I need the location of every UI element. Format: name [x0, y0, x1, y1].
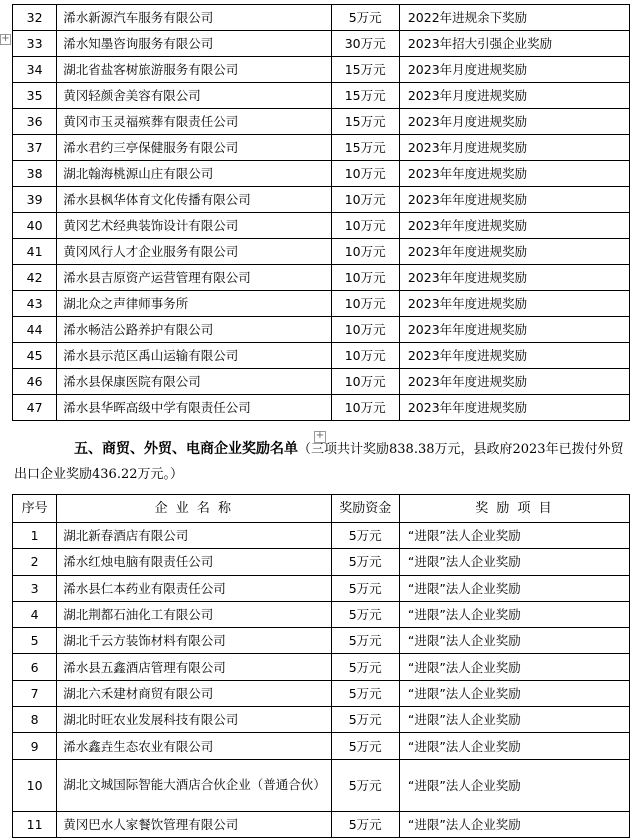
- table-row: [13, 759, 630, 811]
- header-no: 序号: [13, 495, 57, 523]
- award-table-continued: [12, 4, 630, 421]
- cell-company-name: 湖北六禾建材商贸有限公司: [57, 680, 331, 706]
- cell-company-name: 浠水畅洁公路养护有限公司: [57, 317, 331, 343]
- cell-company-name: 浠水县示范区禹山运输有限公司: [57, 343, 331, 369]
- cell-amount: 30万元: [331, 31, 399, 57]
- table-row: [13, 654, 630, 680]
- cell-amount: 10万元: [331, 343, 399, 369]
- cell-award-item: “进限”法人企业奖励: [399, 733, 629, 759]
- cell-amount: 5万元: [331, 733, 399, 759]
- cell-award-item: “进限”法人企业奖励: [399, 575, 629, 601]
- cell-no: 10: [13, 759, 57, 811]
- cell-no: 4: [13, 601, 57, 627]
- cell-award-item: “进限”法人企业奖励: [399, 628, 629, 654]
- section-note: （三项共计奖励838.38万元，县政府2023年已拨付外贸出口企业奖励436.22万元。）: [14, 442, 624, 482]
- table-row: [13, 343, 630, 369]
- table-row: [13, 575, 630, 601]
- header-amount: 奖励资金: [331, 495, 399, 523]
- cell-company-name: 湖北众之声律师事务所: [57, 291, 331, 317]
- table-row: [13, 811, 630, 837]
- table-row: [13, 369, 630, 395]
- table-row: [13, 187, 630, 213]
- cell-no: 47: [13, 395, 57, 421]
- cell-amount: 15万元: [331, 57, 399, 83]
- cell-no: 44: [13, 317, 57, 343]
- cell-award-item: “进限”法人企业奖励: [399, 549, 629, 575]
- cell-no: 38: [13, 161, 57, 187]
- cell-company-name: 湖北翰海桃源山庄有限公司: [57, 161, 331, 187]
- cell-no: 41: [13, 239, 57, 265]
- table-row: [13, 161, 630, 187]
- cell-amount: 10万元: [331, 161, 399, 187]
- table-row: [13, 395, 630, 421]
- add-row-plus-icon[interactable]: +: [315, 430, 325, 441]
- cell-company-name: 黄冈风行人才企业服务有限公司: [57, 239, 331, 265]
- table-row: [13, 213, 630, 239]
- cell-award-item: “进限”法人企业奖励: [399, 759, 629, 811]
- cell-amount: 5万元: [331, 601, 399, 627]
- cell-company-name: 浠水县仁本药业有限责任公司: [57, 575, 331, 601]
- cell-amount: 5万元: [331, 523, 399, 549]
- cell-award-item: 2023年月度进规奖励: [399, 83, 629, 109]
- table-row: [13, 523, 630, 549]
- cell-award-item: “进限”法人企业奖励: [399, 523, 629, 549]
- cell-company-name: 浠水君约三亭保健服务有限公司: [57, 135, 331, 161]
- cell-amount: 5万元: [331, 5, 399, 31]
- cell-no: 7: [13, 680, 57, 706]
- cell-no: 3: [13, 575, 57, 601]
- cell-no: 34: [13, 57, 57, 83]
- table-row: [13, 5, 630, 31]
- cell-amount: 5万元: [331, 549, 399, 575]
- cell-amount: 5万元: [331, 707, 399, 733]
- cell-company-name: 湖北新春酒店有限公司: [57, 523, 331, 549]
- cell-award-item: “进限”法人企业奖励: [399, 680, 629, 706]
- cell-no: 2: [13, 549, 57, 575]
- cell-no: 6: [13, 654, 57, 680]
- cell-amount: 10万元: [331, 291, 399, 317]
- table-row: [13, 239, 630, 265]
- cell-award-item: 2023年月度进规奖励: [399, 109, 629, 135]
- cell-amount: 5万元: [331, 680, 399, 706]
- header-name: 企 业 名 称: [57, 495, 331, 523]
- table-row: [13, 317, 630, 343]
- cell-award-item: 2023年年度进规奖励: [399, 239, 629, 265]
- cell-award-item: 2023年年度进规奖励: [399, 161, 629, 187]
- cell-no: 35: [13, 83, 57, 109]
- cell-award-item: 2023年年度进规奖励: [399, 369, 629, 395]
- cell-award-item: “进限”法人企业奖励: [399, 654, 629, 680]
- section-heading: [14, 437, 626, 487]
- cell-company-name: 浠水新源汽车服务有限公司: [57, 5, 331, 31]
- cell-company-name: 浠水知墨咨询服务有限公司: [57, 31, 331, 57]
- cell-amount: 5万元: [331, 759, 399, 811]
- cell-amount: 10万元: [331, 369, 399, 395]
- cell-no: 39: [13, 187, 57, 213]
- cell-company-name: 浠水县华晖高级中学有限责任公司: [57, 395, 331, 421]
- table-row: [13, 109, 630, 135]
- cell-amount: 5万元: [331, 575, 399, 601]
- cell-amount: 10万元: [331, 317, 399, 343]
- cell-company-name: 黄冈市玉灵福殡葬有限责任公司: [57, 109, 331, 135]
- cell-company-name: 黄冈轻颜舍美容有限公司: [57, 83, 331, 109]
- cell-company-name: 湖北荆都石油化工有限公司: [57, 601, 331, 627]
- cell-amount: 10万元: [331, 187, 399, 213]
- table-row: [13, 628, 630, 654]
- cell-award-item: 2023年年度进规奖励: [399, 343, 629, 369]
- table-row: [13, 135, 630, 161]
- cell-no: 43: [13, 291, 57, 317]
- table-row: [13, 291, 630, 317]
- cell-award-item: 2023年年度进规奖励: [399, 213, 629, 239]
- cell-award-item: 2023年年度进规奖励: [399, 395, 629, 421]
- table-row: [13, 83, 630, 109]
- cell-award-item: 2023年招大引强企业奖励: [399, 31, 629, 57]
- cell-award-item: 2023年月度进规奖励: [399, 135, 629, 161]
- table-row: [13, 680, 630, 706]
- cell-company-name: 浠水县枫华体育文化传播有限公司: [57, 187, 331, 213]
- cell-amount: 15万元: [331, 109, 399, 135]
- cell-award-item: “进限”法人企业奖励: [399, 707, 629, 733]
- cell-award-item: “进限”法人企业奖励: [399, 601, 629, 627]
- cell-no: 5: [13, 628, 57, 654]
- cell-no: 37: [13, 135, 57, 161]
- cell-award-item: 2023年年度进规奖励: [399, 265, 629, 291]
- cell-company-name: 浠水县保康医院有限公司: [57, 369, 331, 395]
- cell-award-item: 2023年年度进规奖励: [399, 291, 629, 317]
- cell-company-name: 黄冈巴水人家餐饮管理有限公司: [57, 811, 331, 837]
- cell-no: 1: [13, 523, 57, 549]
- cell-award-item: “进限”法人企业奖励: [399, 811, 629, 837]
- table-header-row: [13, 495, 630, 523]
- cell-company-name: 湖北时旺农业发展科技有限公司: [57, 707, 331, 733]
- cell-amount: 10万元: [331, 395, 399, 421]
- cell-award-item: 2023年月度进规奖励: [399, 57, 629, 83]
- table-row: [13, 733, 630, 759]
- cell-award-item: 2022年进规余下奖励: [399, 5, 629, 31]
- cell-company-name: 浠水红烛电脑有限责任公司: [57, 549, 331, 575]
- cell-no: 9: [13, 733, 57, 759]
- cell-amount: 5万元: [331, 628, 399, 654]
- cell-company-name: 浠水县吉原资产运营管理有限公司: [57, 265, 331, 291]
- cell-company-name: 湖北千云方装饰材料有限公司: [57, 628, 331, 654]
- cell-amount: 10万元: [331, 265, 399, 291]
- cell-no: 36: [13, 109, 57, 135]
- cell-company-name: 浠水鑫垚生态农业有限公司: [57, 733, 331, 759]
- cell-company-name: 黄冈艺术经典装饰设计有限公司: [57, 213, 331, 239]
- cell-company-name: 浠水县五鑫酒店管理有限公司: [57, 654, 331, 680]
- cell-award-item: 2023年年度进规奖励: [399, 317, 629, 343]
- table-move-handle-icon[interactable]: +: [1, 33, 10, 44]
- cell-no: 46: [13, 369, 57, 395]
- trade-award-table: [12, 494, 630, 838]
- table-row: [13, 31, 630, 57]
- cell-award-item: 2023年年度进规奖励: [399, 187, 629, 213]
- cell-no: 45: [13, 343, 57, 369]
- cell-amount: 5万元: [331, 654, 399, 680]
- section-title: 五、商贸、外贸、电商企业奖励名单: [74, 441, 298, 457]
- header-item: 奖 励 项 目: [399, 495, 629, 523]
- cell-no: 11: [13, 811, 57, 837]
- table-row: [13, 57, 630, 83]
- table-row: [13, 707, 630, 733]
- table-row: [13, 601, 630, 627]
- table-row: [13, 549, 630, 575]
- cell-no: 8: [13, 707, 57, 733]
- cell-amount: 10万元: [331, 239, 399, 265]
- table-row: [13, 265, 630, 291]
- cell-company-name: 湖北省盐客树旅游服务有限公司: [57, 57, 331, 83]
- cell-amount: 10万元: [331, 213, 399, 239]
- cell-amount: 5万元: [331, 811, 399, 837]
- cell-no: 32: [13, 5, 57, 31]
- cell-company-name: 湖北文城国际智能大酒店合伙企业（普通合伙）: [57, 759, 331, 811]
- cell-no: 33: [13, 31, 57, 57]
- cell-no: 40: [13, 213, 57, 239]
- cell-no: 42: [13, 265, 57, 291]
- cell-amount: 15万元: [331, 83, 399, 109]
- cell-amount: 15万元: [331, 135, 399, 161]
